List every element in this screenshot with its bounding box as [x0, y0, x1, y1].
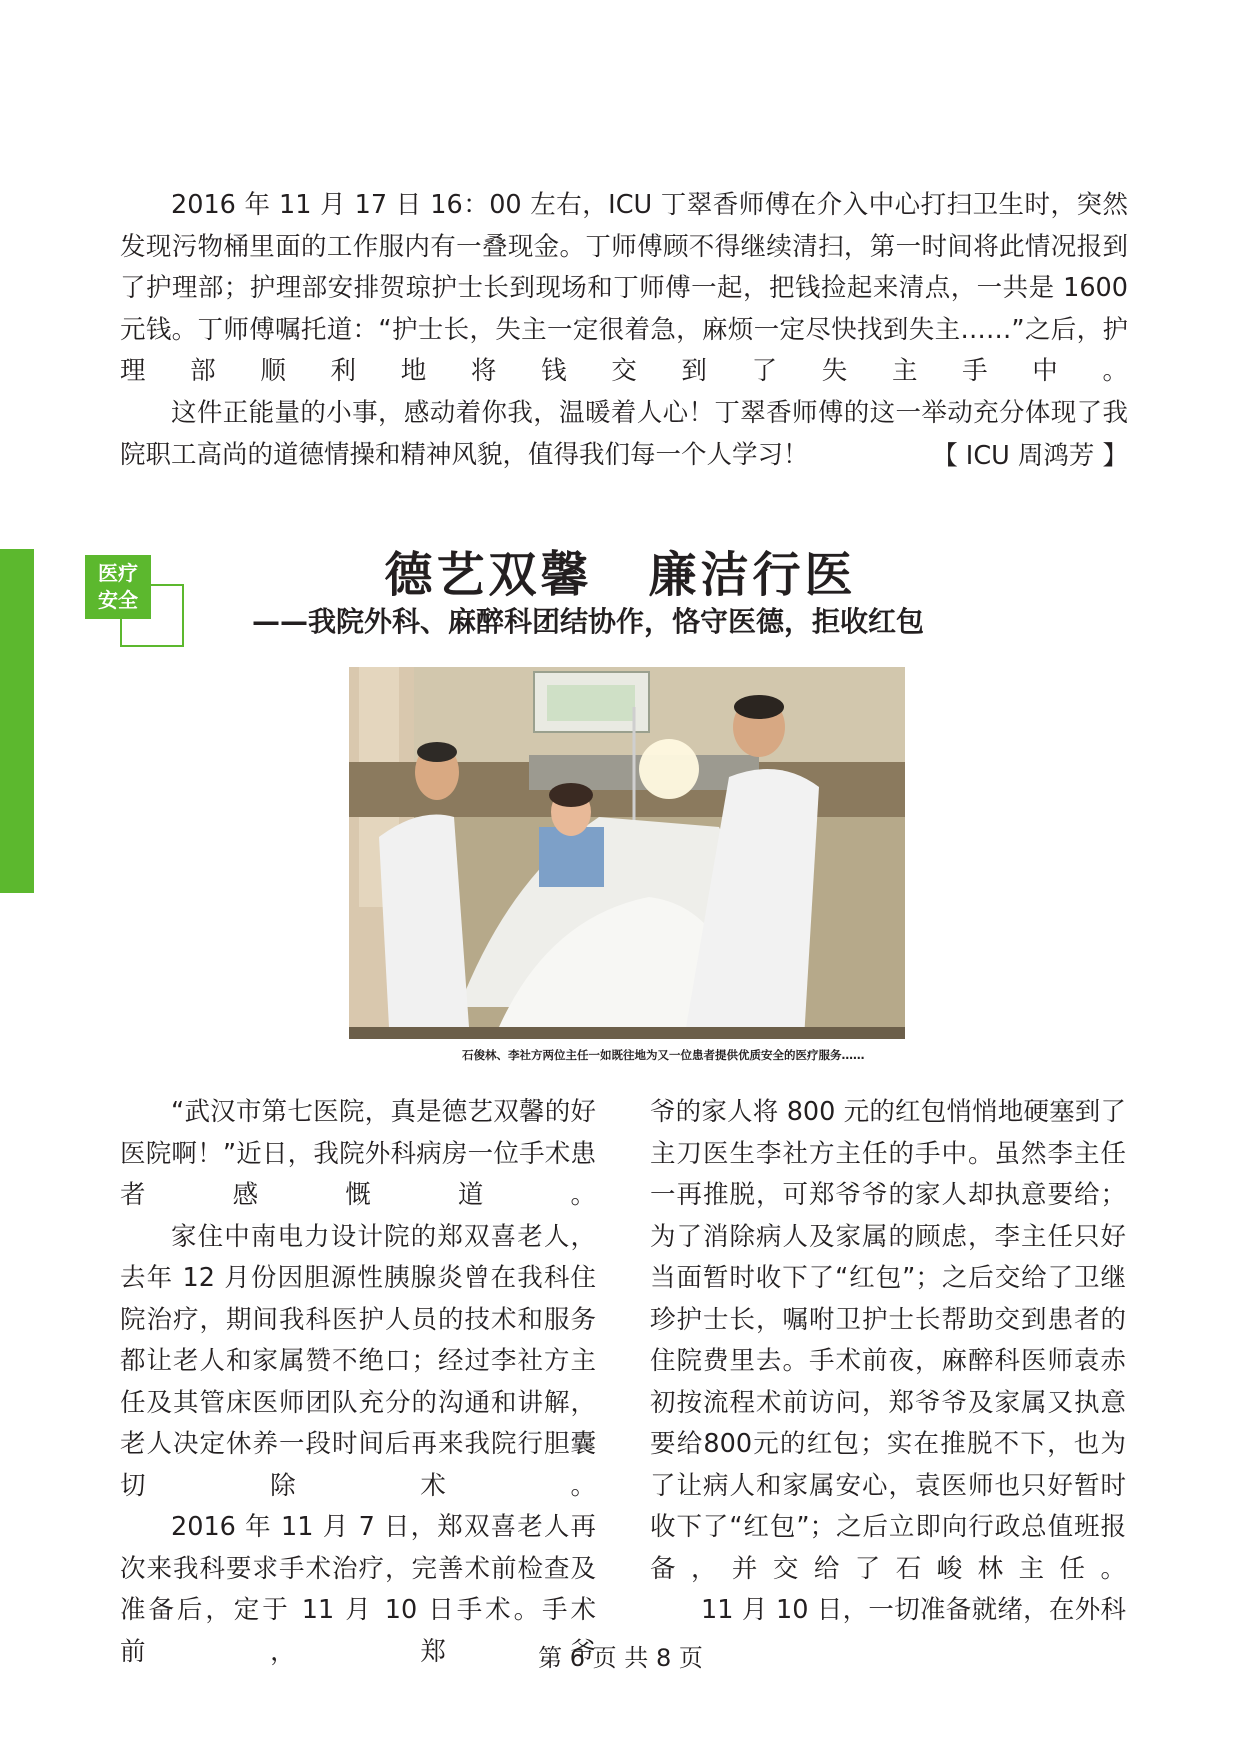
left-paragraph-1: “武汉市第七医院，真是德艺双馨的好医院啊！”近日，我院外科病房一位手术患者感慨道。 — [120, 1097, 596, 1210]
article-title — [0, 545, 1241, 605]
top-article-paragraph-1: 2016 年 11 月 17 日 16：00 左右，ICU 丁翠香师傅在介入中心打扫卫生时，突然发现污物桶里面的工作服内有一叠现金。丁师傅顾不得继续清扫，第一时间将此情况报到了护理部；护理部安排贺琼护士长到现场和丁师傅一起，把钱捡起来清点，一共是 1600 元钱。丁师傅嘱托道：“护士长，失主一定很着急，麻烦一定尽快找到失主……”之后，护理部顺利地将钱交到了失主手中。 — [120, 190, 1128, 386]
top-article-signature: 【 ICU 周鸿芳 】 — [932, 441, 1128, 471]
article-title-part-2: 廉洁行医 — [648, 547, 857, 603]
article-photo — [349, 667, 905, 1039]
right-paragraph-1: 爷的家人将 800 元的红包悄悄地硬塞到了主刀医生李社方主任的手中。虽然李主任一再推脱，可郑爷爷的家人却执意要给；为了消除病人及家属的顾虑，李主任只好当面暂时收下了“红包”；之后交给了卫继珍护士长，嘱咐卫护士长帮助交到患者的住院费里去。手术前夜，麻醉科医师袁赤初按流程术前访问，郑爷爷及家属又执意要给800元的红包；实在推脱不下，也为了让病人和家属安心，袁医师也只好暂时收下了“红包”；之后立即向行政总值班报备，并交给了石峻林主任。 — [650, 1097, 1126, 1584]
left-paragraph-2: 家住中南电力设计院的郑双喜老人，去年 12 月份因胆源性胰腺炎曾在我科住院治疗，期间我科医护人员的技术和服务都让老人和家属赞不绝口；经过李社方主任及其管床医师团队充分的沟通和讲解，老人决定休养一段时间后再来我院行胆囊切除术。 — [120, 1221, 596, 1501]
photo-caption: 石俊林、李社方两位主任一如既往地为又一位患者提供优质安全的医疗服务…… — [462, 1048, 865, 1062]
top-article-paragraph-2: 这件正能量的小事，感动着你我，温暖着人心！丁翠香师傅的这一举动充分体现了我院职工高尚的道德情操和精神风貌，值得我们每一个人学习！ — [120, 398, 1128, 470]
article-title-part-1: 德艺双馨 — [384, 547, 593, 603]
page-number: 第 6 页 共 8 页 — [538, 1644, 703, 1672]
left-paragraph-3: 2016 年 11 月 7 日，郑双喜老人再次来我科要求手术治疗，完善术前检查及准备后，定于 11 月 10 日手术。手术前，郑爷 — [120, 1512, 596, 1667]
category-tag-line-1: 医疗 — [98, 561, 138, 585]
right-paragraph-2: 11 月 10 日，一切准备就绪，在外科 — [701, 1595, 1126, 1625]
category-tag-line-2: 安全 — [98, 588, 138, 612]
article-subtitle: ——我院外科、麻醉科团结协作，恪守医德，拒收红包 — [252, 605, 925, 638]
article-left-column — [120, 1092, 596, 1673]
article-right-column — [650, 1092, 1126, 1632]
